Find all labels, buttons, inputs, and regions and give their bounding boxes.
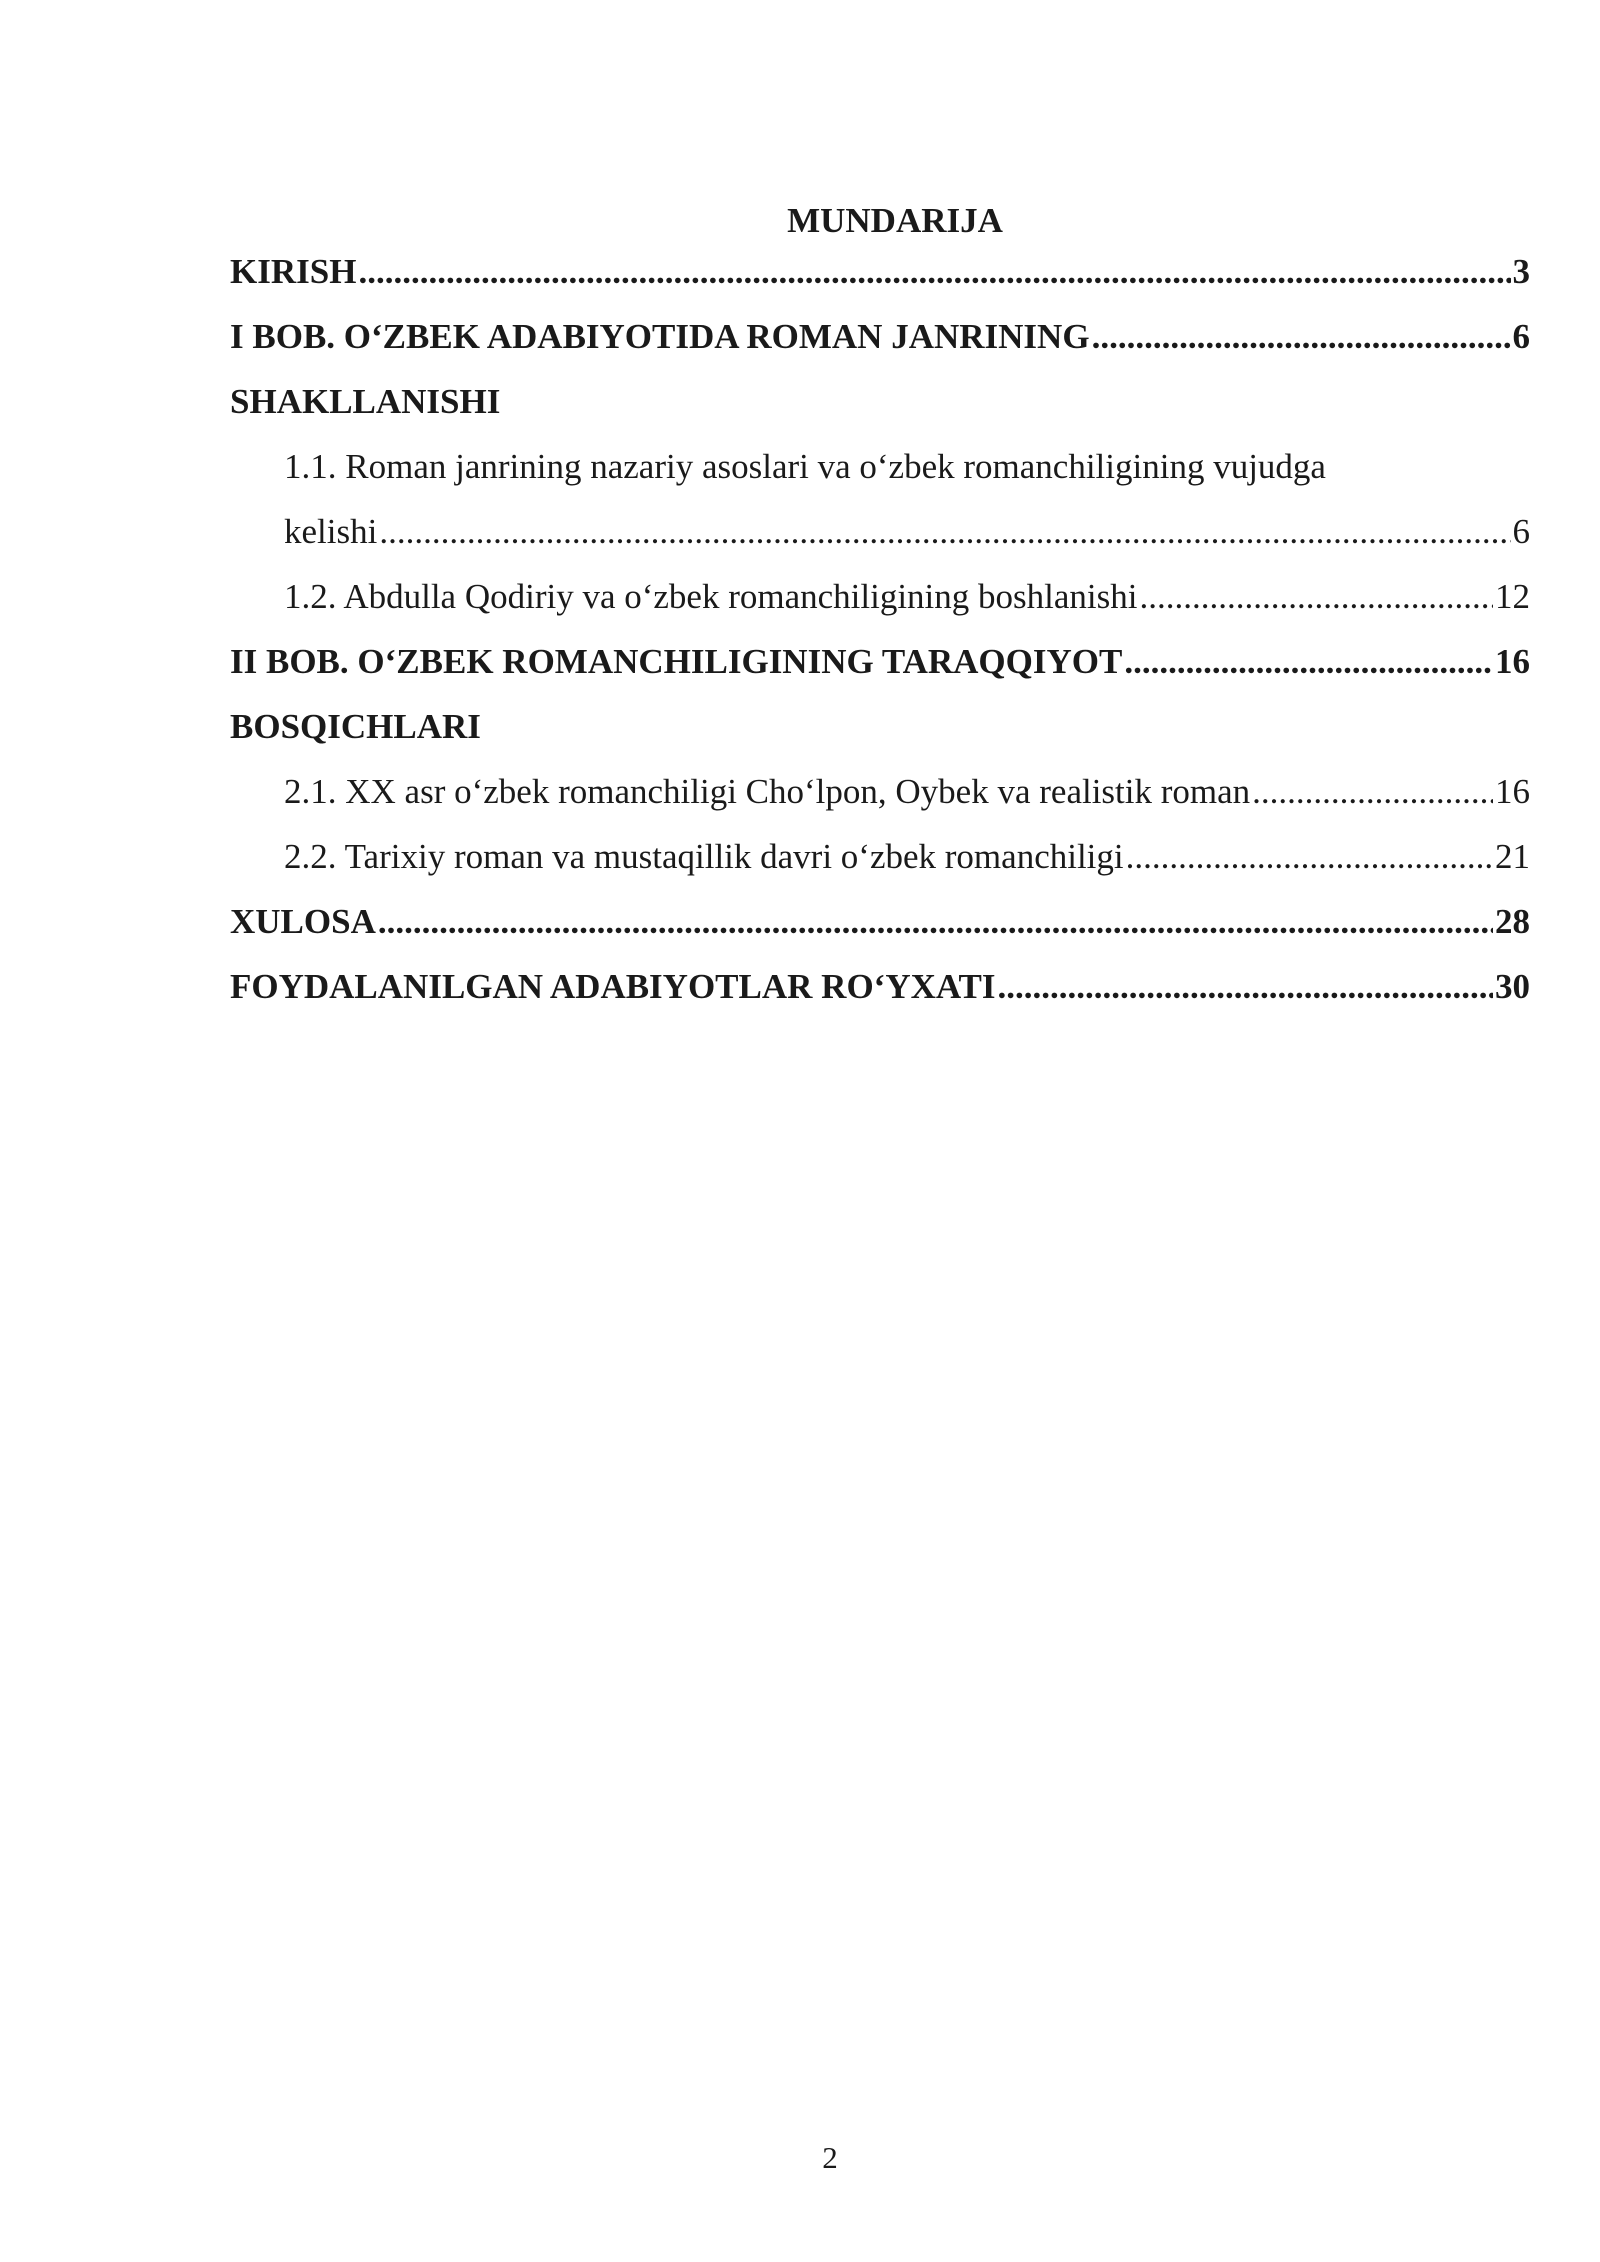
dot-leader (1092, 304, 1511, 369)
toc-entry-kirish (230, 239, 1530, 304)
toc-entry-chapter-2-continued (230, 694, 1530, 759)
toc-entry-page: 12 (1495, 577, 1530, 616)
toc-entry-label: 1.2. Abdulla Qodiriy va o‘zbek romanchiligining boshlanishi (284, 577, 1138, 616)
toc-entry-chapter-1-continued (230, 369, 1530, 434)
toc-entry-page: 21 (1495, 837, 1530, 876)
toc-entry-label: I BOB. O‘ZBEK ADABIYOTIDA ROMAN JANRINING (230, 317, 1090, 356)
toc-entry-page: 30 (1495, 967, 1530, 1006)
toc-entry-label: XULOSA (230, 902, 376, 941)
toc-entry-label: 2.1. XX asr o‘zbek romanchiligi Cho‘lpon, Oybek va realistik roman (284, 772, 1251, 811)
dot-leader (379, 499, 1510, 564)
dot-leader (1139, 564, 1493, 629)
toc-entry-page: 3 (1512, 252, 1530, 291)
toc-entry-page: 6 (1512, 512, 1530, 551)
toc-entry-section-2-1 (230, 759, 1530, 824)
toc-title: MUNDARIJA (787, 201, 1003, 240)
toc-entry-label: II BOB. O‘ZBEK ROMANCHILIGINING TARAQQIYOT (230, 642, 1123, 681)
toc-entry-section-1-1-continued (230, 499, 1530, 564)
toc-entry-label: BOSQICHLARI (230, 707, 481, 746)
toc-entry-page: 16 (1495, 642, 1530, 681)
toc-entry-label: kelishi (284, 512, 378, 551)
dot-leader (358, 239, 1510, 304)
toc-entry-page: 28 (1495, 902, 1530, 941)
toc-entry-section-1-1 (230, 434, 1530, 499)
toc-entry-label: KIRISH (230, 252, 357, 291)
toc-entry-section-1-2 (230, 564, 1530, 629)
toc-entry-references (230, 954, 1530, 1019)
toc-entry-page: 16 (1495, 772, 1530, 811)
toc-entry-section-2-2 (230, 824, 1530, 889)
toc-entry-label: 1.1. Roman janrining nazariy asoslari va o‘zbek romanchiligining vujudga (284, 447, 1326, 486)
toc-entry-label: SHAKLLANISHI (230, 382, 501, 421)
dot-leader (378, 889, 1493, 954)
toc-entry-label: 2.2. Tarixiy roman va mustaqillik davri o‘zbek romanchiligi (284, 837, 1124, 876)
dot-leader (1124, 629, 1493, 694)
toc-entry-xulosa (230, 889, 1530, 954)
toc-entry-page: 6 (1512, 317, 1530, 356)
page-number: 2 (822, 2140, 838, 2175)
table-of-contents (230, 195, 1530, 1019)
toc-entry-label: FOYDALANILGAN ADABIYOTLAR RO‘YXATI (230, 967, 996, 1006)
toc-entry-chapter-1 (230, 304, 1530, 369)
toc-entry-chapter-2 (230, 629, 1530, 694)
dot-leader (1252, 759, 1493, 824)
dot-leader (998, 954, 1493, 1019)
dot-leader (1126, 824, 1493, 889)
